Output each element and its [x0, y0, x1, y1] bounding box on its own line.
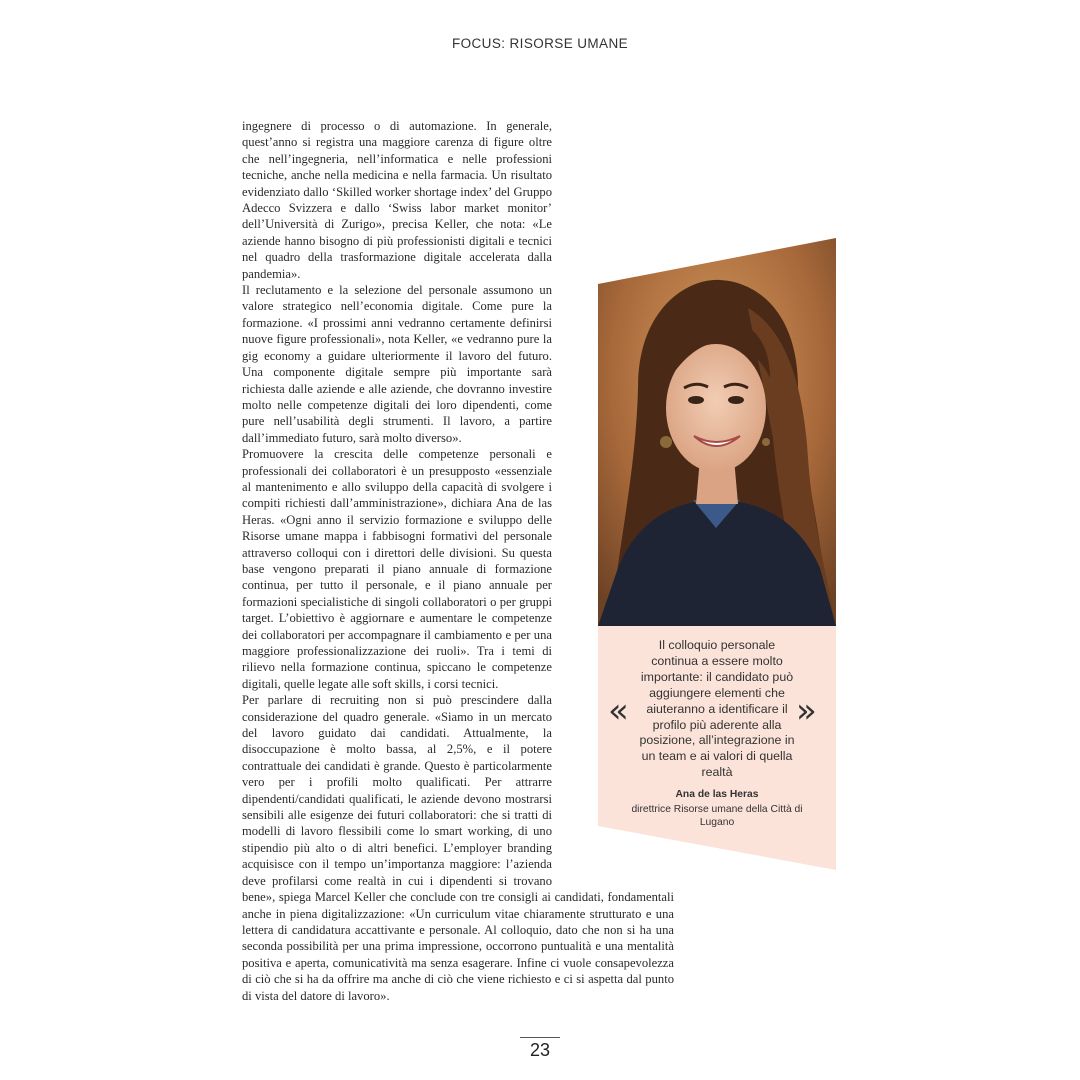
article-paragraph-2: Il reclutamento e la selezione del personale assumono un valore strategico nell’economia digitale. Come pure la formazione. «I prossimi anni vedranno certamente definirsi nuove figure professionali», nota Keller, «e vedranno pure la gig economy a guidare ulteriormente il lavoro del futuro. Una componente digitale sempre più importante sarà richiesta dalle aziende e alle aziende, che dovranno investire molto nelle competenze digitali dei loro dipendenti, come pure nell’usabilità degli strumenti. Il lavoro, a partire dall’immediato futuro, sarà molto diverso». — [242, 283, 552, 445]
article-paragraph-4: Per parlare di recruiting non si può prescindere dalla considerazione del quadro generale. «Siamo in un mercato del lavoro guidato dai candidati. Attualmente, la disoccupazione è molto bassa, al 2,5%, e il potere contrattuale dei candidati è grande. Questo è particolarmente vero per i profili molto qualificati. Per attrarre dipendenti/candidati qualificati, le aziende devono mostrarsi sensibili alle esigenze dei futuri collaboratori: che si tratti di modelli di lavoro flessibili come lo smart working, di uno stipendio più alto o di altri benefici. L’employer branding acquisisce con il tempo un’importanza maggiore: l’azienda deve profilarsi come realtà in cui i dipendenti si trovano bene», spiega Marcel Keller che conclude con tre consigli ai candidati, fondamentali anche in piena digitalizzazione: «Un curriculum vitae chiaramente strutturato e una lettera di candidatura accattivante e personale. Al colloquio, dato che non si ha una seconda possibilità per una prima impressione, occorrono puntualità e una mentalità positiva e aperta, comunicatività ma senza esagerare. Infine ci vuole consapevolezza di ciò che si ha da offrire ma anche di ciò che viene richiesto e ci si aspetta dal punto di vista del datore di lavoro». — [242, 693, 674, 1003]
section-header: FOCUS: RISORSE UMANE — [451, 36, 629, 51]
article-paragraph-3: Promuovere la crescita delle competenze personali e professionali dei collaboratori è un presupposto «essenziale al mantenimento e allo sviluppo della capacità di svolgere i compiti richiesti dall’amministrazione», dichiara Ana de las Heras. «Ogni anno il servizio formazione e sviluppo delle Risorse umane mappa i fabbisogni formativi del personale attraverso colloqui con i direttori delle divisioni. Su questa base vengono preparati il piano annuale di formazione continua, per tutto il personale, e il piano annuale per formazioni specialistiche di singoli collaboratori o per gruppi target. L’obiettivo è aggiornare e aumentare le competenze dei collaboratori per accompagnare il cambiamento e per una maggiore professionalizzazione dei ruoli». Tra i temi di rilievo nella formazione continua, spiccano le competenze digitali, quelle legate alle soft skills, i corsi tecnici. — [242, 447, 552, 691]
article-paragraph-1: ingegnere di processo o di automazione. In generale, quest’anno si registra una maggiore carenza di figure oltre che nell’ingegneria, nell’informatica e nelle professioni tecniche, anche nella medicina e nella farmacia. Un risultato evidenziato dallo ‘Skilled worker shortage index’ del Gruppo Adecco Svizzera e dallo ‘Swiss labor market monitor’ dell’Università di Zurigo», precisa Keller, che nota: «Le aziende hanno bisogno di più professionisti digitali e tecnici nel quadro della trasformazione digitale accelerata dalla pandemia». — [242, 119, 552, 281]
page-number: 23 — [529, 1040, 551, 1060]
pullquote-text: Il colloquio personale continua a essere molto importante: il candidato può aggiungere elementi che aiuteranno a identificare il profilo più aderente alla posizione, all’integrazione in un team e ai valori di quella realtà — [639, 638, 795, 780]
page-number-rule — [520, 1037, 560, 1038]
pullquote-author-role: direttrice Risorse umane della Città di Lugano — [631, 804, 803, 828]
pullquote-author: Ana de las Heras — [675, 789, 759, 800]
close-quote-icon: » — [796, 691, 817, 731]
open-quote-icon: « — [608, 691, 629, 731]
pullquote-panel — [598, 238, 836, 870]
